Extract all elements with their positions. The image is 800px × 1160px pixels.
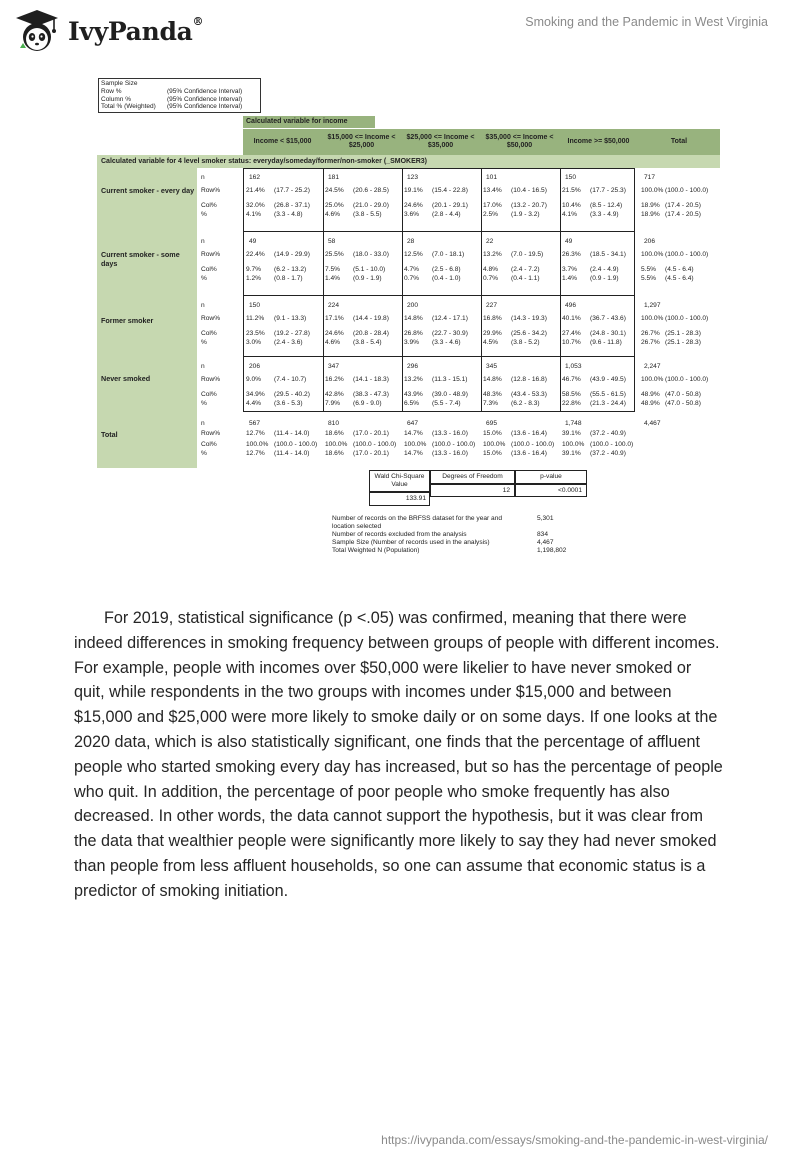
cell-n: 810 xyxy=(328,420,340,427)
cell-pct: 17.0% xyxy=(483,202,502,209)
cell-pct: 26.3% xyxy=(562,251,581,258)
cell-ci: (3.3 - 4.6) xyxy=(432,339,461,346)
paragraph-text: For 2019, statistical significance (p <.05) was confirmed, meaning that there were indeed differences in smoking frequency between groups of people with different incomes. For example, people with incomes over $50,000 were likelier to have never smoked or quit, while respondents in the two groups with incomes under $15,000 and between $15,000 and $25,000 were more likely to smoke daily or on some days. If one looks at the 2020 data, which is also statistically significant, one finds that the percentage of affluent people who started smoking every day has increased, but so has the percentage of people who quit. In addition, the percentage of poor people who smoke frequently has also decreased. In other words, the data cannot support the hypothesis, but it was clear from the data that wealthier people were significantly more likely to say they had never smoked than people from less affluent households, so one can assume that economic status is a predictor of smoking initiation. xyxy=(74,609,723,900)
cell-pct: 5.5% xyxy=(641,275,657,282)
cell-ci: (13.6 - 16.4) xyxy=(511,450,547,457)
cell-ci: (15.4 - 22.8) xyxy=(432,187,468,194)
row-type-label: n xyxy=(201,174,205,181)
group-label: Total xyxy=(101,430,118,439)
cell-pct: 0.7% xyxy=(483,275,499,282)
row-type-label: n xyxy=(201,238,205,245)
cell-pct: 13.4% xyxy=(483,187,502,194)
cell-pct: 26.7% xyxy=(641,339,660,346)
grid-vline xyxy=(402,169,403,411)
cell-ci: (17.0 - 20.1) xyxy=(353,450,389,457)
row-type-label: Row% xyxy=(201,187,221,194)
row-type-label: % xyxy=(201,275,207,282)
cell-pct: 21.5% xyxy=(562,187,581,194)
body-paragraph xyxy=(74,606,726,904)
cell-ci: (7.4 - 10.7) xyxy=(274,376,307,383)
cell-pct: 4.8% xyxy=(483,266,499,273)
cell-pct: 27.4% xyxy=(562,330,581,337)
cell-pct: 21.4% xyxy=(246,187,265,194)
cell-pct: 12.7% xyxy=(246,450,265,457)
cell-pct: 14.7% xyxy=(404,450,423,457)
row-type-label: Row% xyxy=(201,315,221,322)
cell-ci: (20.1 - 29.1) xyxy=(432,202,468,209)
cell-pct: 12.7% xyxy=(246,430,265,437)
income-variable-title: Calculated variable for income xyxy=(243,116,375,128)
cell-ci: (12.4 - 17.1) xyxy=(432,315,468,322)
degrees-of-freedom-value: 12 xyxy=(430,484,515,497)
column-header: Income < $15,000 xyxy=(253,138,312,145)
grid-hline xyxy=(244,356,634,357)
page-header xyxy=(0,0,800,60)
cell-pct: 4.5% xyxy=(483,339,499,346)
row-type-label: Row% xyxy=(201,251,221,258)
cell-pct: 3.7% xyxy=(562,266,578,273)
cell-ci: (11.4 - 14.0) xyxy=(274,430,310,437)
cell-ci: (47.0 - 50.8) xyxy=(665,391,701,398)
chi-square-label: Wald Chi-Square Value xyxy=(369,470,430,492)
cell-pct: 1.4% xyxy=(325,275,341,282)
cell-pct: 48.3% xyxy=(483,391,502,398)
group-label: Never smoked xyxy=(101,374,151,383)
cell-ci: (36.7 - 43.6) xyxy=(590,315,626,322)
p-value-label: p-value xyxy=(515,470,587,484)
cell-ci: (17.4 - 20.5) xyxy=(665,211,701,218)
brand-name: IvyPanda xyxy=(68,16,193,46)
grid-hline xyxy=(244,231,634,232)
cell-n: 345 xyxy=(486,363,498,370)
summary-value: 834 xyxy=(537,531,549,538)
cell-pct: 23.5% xyxy=(246,330,265,337)
cell-ci: (26.8 - 37.1) xyxy=(274,202,310,209)
column-header: $15,000 <= Income < $25,000 xyxy=(327,134,396,149)
cell-ci: (1.9 - 3.2) xyxy=(511,211,540,218)
cell-ci: (25.1 - 28.3) xyxy=(665,339,701,346)
cell-ci: (100.0 - 100.0) xyxy=(353,441,397,448)
row-type-label: n xyxy=(201,420,205,427)
legend-key: Column % xyxy=(101,95,131,103)
row-type-label: n xyxy=(201,302,205,309)
cell-n: 28 xyxy=(407,238,415,245)
cell-pct: 100.0% xyxy=(641,376,664,383)
cell-n: 227 xyxy=(486,302,498,309)
cell-pct: 100.0% xyxy=(641,187,664,194)
ivypanda-logo[interactable] xyxy=(14,8,214,54)
cell-pct: 7.3% xyxy=(483,400,499,407)
chi-square-value: 133.91 xyxy=(369,492,430,506)
row-type-label: Row% xyxy=(201,376,221,383)
cell-ci: (37.2 - 40.9) xyxy=(590,450,626,457)
cell-pct: 12.5% xyxy=(404,251,423,258)
smoker-variable-title: Calculated variable for 4 level smoker status: everyday/someday/former/non-smoker (_SMOKER3) xyxy=(97,155,720,168)
cell-ci: (14.1 - 18.3) xyxy=(353,376,389,383)
cell-ci: (2.8 - 4.4) xyxy=(432,211,461,218)
panda-graduate-icon xyxy=(14,8,60,54)
row-type-label: Col% xyxy=(201,266,217,273)
row-type-label: n xyxy=(201,363,205,370)
cell-pct: 26.7% xyxy=(641,330,660,337)
legend-box xyxy=(98,78,261,113)
cell-ci: (11.4 - 14.0) xyxy=(274,450,310,457)
cell-pct: 18.9% xyxy=(641,202,660,209)
cell-n: 1,053 xyxy=(565,363,582,370)
degrees-of-freedom-label: Degrees of Freedom xyxy=(430,470,515,484)
cell-pct: 100.0% xyxy=(641,251,664,258)
cell-ci: (3.8 - 5.5) xyxy=(353,211,382,218)
cell-ci: (3.3 - 4.8) xyxy=(274,211,303,218)
cell-ci: (29.5 - 40.2) xyxy=(274,391,310,398)
legend-value: (95% Confidence Interval) xyxy=(167,95,243,103)
cell-ci: (6.2 - 13.2) xyxy=(274,266,307,273)
cell-ci: (3.3 - 4.9) xyxy=(590,211,619,218)
cell-ci: (4.5 - 6.4) xyxy=(665,266,694,273)
cell-pct: 100.0% xyxy=(562,441,585,448)
cell-pct: 25.0% xyxy=(325,202,344,209)
cell-n: 1,297 xyxy=(644,302,661,309)
cell-n: 162 xyxy=(249,174,261,181)
cell-pct: 14.8% xyxy=(483,376,502,383)
cell-ci: (3.8 - 5.4) xyxy=(353,339,382,346)
cell-pct: 18.6% xyxy=(325,430,344,437)
cell-pct: 1.2% xyxy=(246,275,262,282)
cell-n: 206 xyxy=(249,363,261,370)
cell-ci: (20.6 - 28.5) xyxy=(353,187,389,194)
cell-pct: 14.8% xyxy=(404,315,423,322)
cell-ci: (21.0 - 29.0) xyxy=(353,202,389,209)
cell-pct: 22.8% xyxy=(562,400,581,407)
cell-pct: 9.7% xyxy=(246,266,262,273)
cell-n: 496 xyxy=(565,302,577,309)
summary-value: 1,198,802 xyxy=(537,547,567,554)
column-header: Income >= $50,000 xyxy=(567,138,630,145)
row-type-label: Col% xyxy=(201,391,217,398)
cell-pct: 11.2% xyxy=(246,315,265,322)
grid-hline xyxy=(244,295,634,296)
cell-pct: 39.1% xyxy=(562,450,581,457)
cell-pct: 10.4% xyxy=(562,202,581,209)
cell-pct: 39.1% xyxy=(562,430,581,437)
grid-vline xyxy=(560,169,561,411)
cell-pct: 48.9% xyxy=(641,391,660,398)
cell-ci: (17.7 - 25.2) xyxy=(274,187,310,194)
cell-n: 200 xyxy=(407,302,419,309)
source-url[interactable]: https://ivypanda.com/essays/smoking-and-the-pandemic-in-west-virginia/ xyxy=(381,1133,768,1147)
row-type-label: Row% xyxy=(201,430,221,437)
cell-ci: (2.4 - 3.6) xyxy=(274,339,303,346)
column-header: Total xyxy=(670,138,688,145)
legend-key: Total % (Weighted) xyxy=(101,103,156,111)
cell-pct: 25.5% xyxy=(325,251,344,258)
cell-ci: (100.0 - 100.0) xyxy=(432,441,476,448)
cell-pct: 1.4% xyxy=(562,275,578,282)
column-header: $25,000 <= Income < $35,000 xyxy=(406,134,475,149)
cell-ci: (14.3 - 19.3) xyxy=(511,315,547,322)
summary-key: Number of records on the BRFSS dataset for the year and xyxy=(332,515,503,522)
cell-pct: 2.5% xyxy=(483,211,499,218)
cell-ci: (10.4 - 16.5) xyxy=(511,187,547,194)
summary-value: 5,301 xyxy=(537,515,554,522)
cell-ci: (3.6 - 5.3) xyxy=(274,400,303,407)
cell-ci: (9.1 - 13.3) xyxy=(274,315,307,322)
cell-pct: 32.0% xyxy=(246,202,265,209)
cell-ci: (38.3 - 47.3) xyxy=(353,391,389,398)
cell-ci: (0.8 - 1.7) xyxy=(274,275,303,282)
cell-n: 1,748 xyxy=(565,420,582,427)
row-type-label: % xyxy=(201,450,207,457)
cell-pct: 100.0% xyxy=(404,441,427,448)
cell-ci: (17.7 - 25.3) xyxy=(590,187,626,194)
cell-n: 123 xyxy=(407,174,419,181)
cell-pct: 7.5% xyxy=(325,266,341,273)
cell-ci: (3.8 - 5.2) xyxy=(511,339,540,346)
cell-ci: (19.2 - 27.8) xyxy=(274,330,310,337)
cell-pct: 5.5% xyxy=(641,266,657,273)
cell-pct: 58.5% xyxy=(562,391,581,398)
cell-n: 101 xyxy=(486,174,498,181)
cell-ci: (100.0 - 100.0) xyxy=(665,251,709,258)
cell-ci: (18.0 - 33.0) xyxy=(353,251,389,258)
cell-pct: 13.2% xyxy=(404,376,423,383)
cell-ci: (13.3 - 16.0) xyxy=(432,430,468,437)
cell-pct: 42.8% xyxy=(325,391,344,398)
cell-ci: (47.0 - 50.8) xyxy=(665,400,701,407)
cell-pct: 24.6% xyxy=(404,202,423,209)
legend-key: Sample Size xyxy=(101,80,138,87)
cell-pct: 100.0% xyxy=(483,441,506,448)
cell-pct: 100.0% xyxy=(246,441,269,448)
cell-ci: (7.0 - 19.5) xyxy=(511,251,544,258)
row-type-label: % xyxy=(201,339,207,346)
cell-n: 347 xyxy=(328,363,340,370)
cell-ci: (8.5 - 12.4) xyxy=(590,202,623,209)
cell-ci: (100.0 - 100.0) xyxy=(274,441,318,448)
cell-pct: 24.5% xyxy=(325,187,344,194)
cell-pct: 10.7% xyxy=(562,339,581,346)
cell-n: 4,467 xyxy=(644,420,661,427)
cell-n: 22 xyxy=(486,238,494,245)
cell-ci: (0.4 - 1.1) xyxy=(511,275,540,282)
cell-pct: 18.6% xyxy=(325,450,344,457)
cell-pct: 16.2% xyxy=(325,376,344,383)
cell-ci: (25.1 - 28.3) xyxy=(665,330,701,337)
registered-mark: ® xyxy=(192,14,204,28)
cell-n: 224 xyxy=(328,302,340,309)
cell-ci: (6.9 - 9.0) xyxy=(353,400,382,407)
cell-n: 49 xyxy=(249,238,257,245)
cell-n: 647 xyxy=(407,420,419,427)
group-label: Current smoker - every day xyxy=(101,186,195,195)
cell-pct: 3.0% xyxy=(246,339,262,346)
cell-ci: (43.4 - 53.3) xyxy=(511,391,547,398)
cell-ci: (100.0 - 100.0) xyxy=(665,187,709,194)
cell-n: 717 xyxy=(644,174,656,181)
cell-pct: 4.1% xyxy=(562,211,578,218)
cell-ci: (25.6 - 34.2) xyxy=(511,330,547,337)
cell-ci: (2.4 - 7.2) xyxy=(511,266,540,273)
legend-key: Row % xyxy=(101,87,122,95)
cell-ci: (6.2 - 8.3) xyxy=(511,400,540,407)
cell-ci: (20.8 - 28.4) xyxy=(353,330,389,337)
cell-ci: (22.7 - 30.9) xyxy=(432,330,468,337)
cell-ci: (13.3 - 16.0) xyxy=(432,450,468,457)
legend-value: (95% Confidence Interval) xyxy=(167,103,243,111)
cell-n: 150 xyxy=(249,302,261,309)
cell-ci: (55.5 - 61.5) xyxy=(590,391,626,398)
cell-ci: (5.5 - 7.4) xyxy=(432,400,461,407)
column-header: $35,000 <= Income < $50,000 xyxy=(485,134,554,149)
cell-pct: 9.0% xyxy=(246,376,262,383)
cell-pct: 6.5% xyxy=(404,400,420,407)
cell-pct: 4.4% xyxy=(246,400,262,407)
cell-pct: 18.9% xyxy=(641,211,660,218)
row-type-label: Col% xyxy=(201,441,217,448)
cell-ci: (0.9 - 1.9) xyxy=(590,275,619,282)
cell-pct: 100.0% xyxy=(325,441,348,448)
row-type-label: % xyxy=(201,400,207,407)
income-column-headers xyxy=(243,129,720,155)
cell-ci: (21.3 - 24.4) xyxy=(590,400,626,407)
cell-ci: (17.4 - 20.5) xyxy=(665,202,701,209)
cell-pct: 100.0% xyxy=(641,315,664,322)
cell-n: 695 xyxy=(486,420,498,427)
cell-pct: 15.0% xyxy=(483,450,502,457)
cell-ci: (13.6 - 16.4) xyxy=(511,430,547,437)
cell-ci: (4.5 - 6.4) xyxy=(665,275,694,282)
cell-pct: 24.6% xyxy=(325,330,344,337)
cell-pct: 34.9% xyxy=(246,391,265,398)
cell-pct: 4.1% xyxy=(246,211,262,218)
cell-pct: 4.6% xyxy=(325,211,341,218)
cell-n: 296 xyxy=(407,363,419,370)
grid-vline xyxy=(481,169,482,411)
group-label: Current smoker - some days xyxy=(101,250,180,268)
summary-value: 4,467 xyxy=(537,539,554,546)
cell-ci: (7.0 - 18.1) xyxy=(432,251,465,258)
cell-pct: 0.7% xyxy=(404,275,420,282)
cell-pct: 4.7% xyxy=(404,266,420,273)
summary-key: Total Weighted N (Population) xyxy=(332,547,420,554)
cell-ci: (13.2 - 20.7) xyxy=(511,202,547,209)
cell-pct: 7.9% xyxy=(325,400,341,407)
row-type-label: Col% xyxy=(201,202,217,209)
cell-ci: (0.9 - 1.9) xyxy=(353,275,382,282)
cell-n: 206 xyxy=(644,238,656,245)
cell-ci: (5.1 - 10.0) xyxy=(353,266,386,273)
cell-ci: (11.3 - 15.1) xyxy=(432,376,468,383)
cell-pct: 13.2% xyxy=(483,251,502,258)
cell-pct: 16.8% xyxy=(483,315,502,322)
cell-pct: 14.7% xyxy=(404,430,423,437)
cell-ci: (14.4 - 19.8) xyxy=(353,315,389,322)
cell-ci: (17.0 - 20.1) xyxy=(353,430,389,437)
cell-n: 58 xyxy=(328,238,336,245)
row-type-label: % xyxy=(201,211,207,218)
cell-pct: 19.1% xyxy=(404,187,423,194)
cell-ci: (37.2 - 40.9) xyxy=(590,430,626,437)
cell-ci: (100.0 - 100.0) xyxy=(665,376,709,383)
cell-pct: 48.9% xyxy=(641,400,660,407)
legend-row xyxy=(101,96,258,104)
document-title: Smoking and the Pandemic in West Virginia xyxy=(525,15,768,29)
cell-pct: 3.6% xyxy=(404,211,420,218)
cell-n: 181 xyxy=(328,174,340,181)
cell-ci: (12.8 - 16.8) xyxy=(511,376,547,383)
cell-pct: 26.8% xyxy=(404,330,423,337)
summary-key: location selected xyxy=(332,523,382,530)
cell-n: 567 xyxy=(249,420,261,427)
cell-ci: (100.0 - 100.0) xyxy=(665,315,709,322)
row-type-label: Col% xyxy=(201,330,217,337)
legend-value: (95% Confidence Interval) xyxy=(167,87,243,95)
cell-ci: (2.4 - 4.9) xyxy=(590,266,619,273)
cell-n: 150 xyxy=(565,174,577,181)
summary-key: Sample Size (Number of records used in the analysis) xyxy=(332,539,490,546)
cell-ci: (18.5 - 34.1) xyxy=(590,251,626,258)
cell-ci: (14.9 - 29.9) xyxy=(274,251,310,258)
cell-pct: 29.9% xyxy=(483,330,502,337)
legend-row xyxy=(101,80,258,88)
cell-ci: (9.6 - 11.8) xyxy=(590,339,622,346)
cell-ci: (100.0 - 100.0) xyxy=(590,441,634,448)
cell-pct: 46.7% xyxy=(562,376,581,383)
cell-ci: (100.0 - 100.0) xyxy=(511,441,555,448)
cell-pct: 43.9% xyxy=(404,391,423,398)
group-label: Former smoker xyxy=(101,316,154,325)
cell-ci: (24.8 - 30.1) xyxy=(590,330,626,337)
cell-ci: (39.0 - 48.9) xyxy=(432,391,468,398)
cell-pct: 17.1% xyxy=(325,315,344,322)
cell-pct: 15.0% xyxy=(483,430,502,437)
cell-pct: 40.1% xyxy=(562,315,581,322)
legend-row xyxy=(101,88,258,96)
cell-ci: (43.9 - 49.5) xyxy=(590,376,626,383)
cell-pct: 22.4% xyxy=(246,251,265,258)
p-value-value: <0.0001 xyxy=(515,484,587,497)
cell-ci: (0.4 - 1.0) xyxy=(432,275,461,282)
cell-pct: 4.6% xyxy=(325,339,341,346)
cell-n: 49 xyxy=(565,238,573,245)
grid-vline xyxy=(323,169,324,411)
summary-key: Number of records excluded from the analysis xyxy=(332,531,467,538)
cell-ci: (2.5 - 6.8) xyxy=(432,266,461,273)
cell-n: 2,247 xyxy=(644,363,661,370)
legend-row xyxy=(101,103,258,111)
cell-pct: 3.9% xyxy=(404,339,420,346)
